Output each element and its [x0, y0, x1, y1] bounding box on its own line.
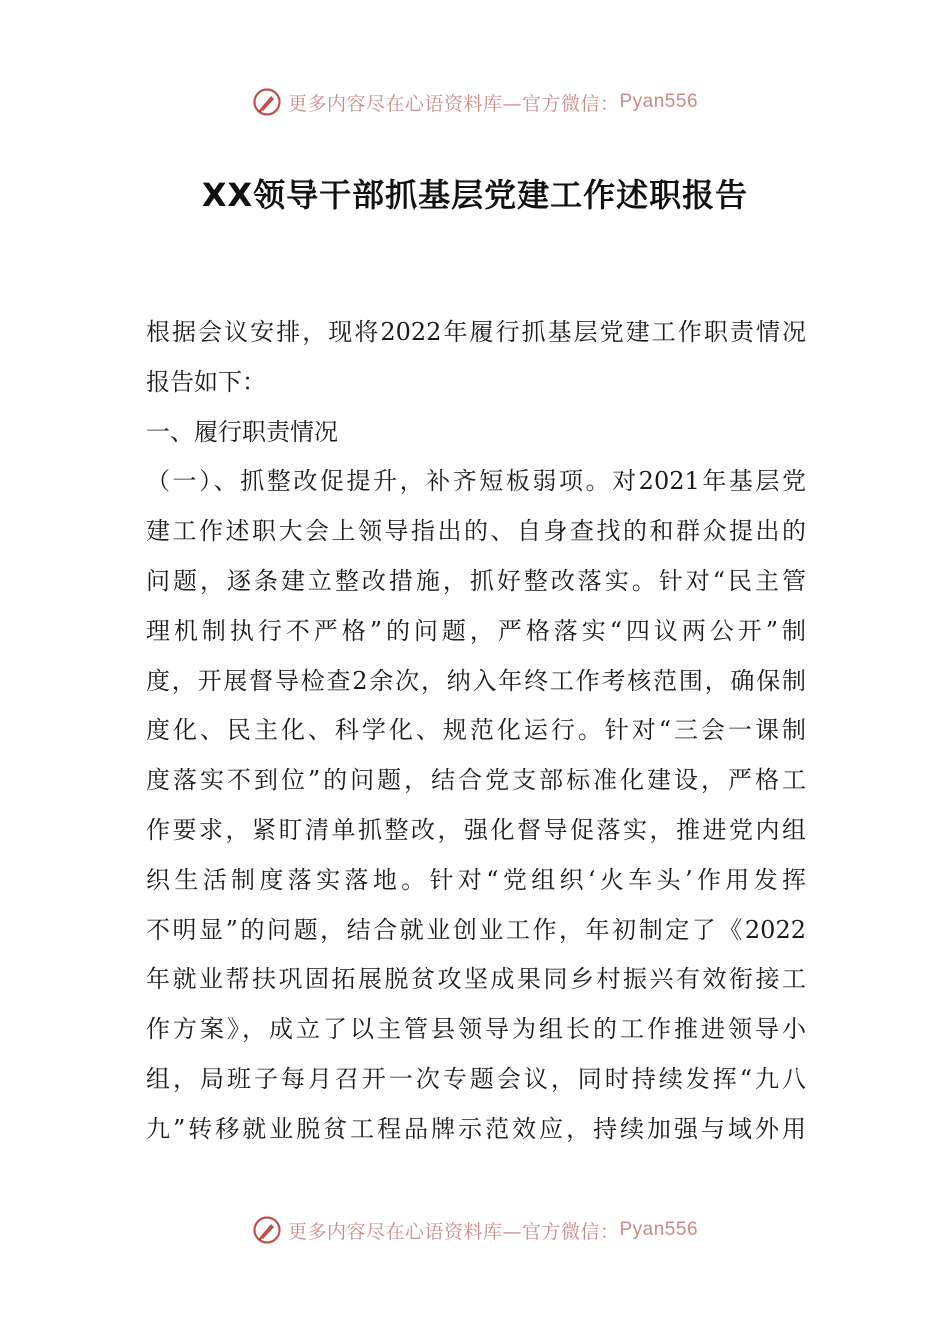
watermark-wechat-id: Pyan556 — [619, 91, 699, 112]
document-body — [146, 308, 806, 1155]
watermark-text: 更多内容尽在心语资料库—官方微信： — [287, 92, 620, 115]
body-line: 理机制执行不严格”的问题，严格落实“四议两公开”制 — [146, 616, 806, 645]
pen-logo-icon — [252, 87, 282, 117]
body-line: 根据会议安排，现将2022年履行抓基层党建工作职责情况 — [146, 318, 806, 346]
document-title: XX领导干部抓基层党建工作述职报告 — [201, 176, 749, 214]
body-line: 度，开展督导检查2余次，纳入年终工作考核范围，确保制 — [146, 666, 806, 695]
body-line: 度化、民主化、科学化、规范化运行。针对“三会一课制 — [146, 716, 806, 745]
body-line: 九”转移就业脱贫工程品牌示范效应，持续加强与域外用 — [146, 1114, 806, 1143]
body-line: 织生活制度落实落地。针对“党组织‘火车头’作用发挥 — [146, 865, 806, 894]
body-line: 报告如下： — [146, 367, 266, 396]
body-line: 作方案》，成立了以主管县领导为组长的工作推进领导小 — [146, 1015, 806, 1044]
body-line: 组，局班子每月召开一次专题会议，同时持续发挥“九八 — [146, 1064, 806, 1093]
header-watermark — [0, 84, 950, 120]
section-heading: 一、履行职责情况 — [146, 417, 338, 446]
body-line: （一）、抓整改促提升，补齐短板弱项。对2021年基层党 — [146, 467, 806, 496]
body-line: 年就业帮扶巩固拓展脱贫攻坚成果同乡村振兴有效衔接工 — [146, 965, 806, 994]
body-line: 度落实不到位”的问题，结合党支部标准化建设，严格工 — [146, 766, 806, 795]
watermark-wechat-id: Pyan556 — [619, 1219, 699, 1240]
footer-watermark — [0, 1212, 950, 1248]
body-line: 建工作述职大会上领导指出的、自身查找的和群众提出的 — [146, 517, 806, 546]
watermark-text: 更多内容尽在心语资料库—官方微信： — [287, 1220, 620, 1243]
pen-logo-icon — [252, 1215, 282, 1245]
body-line: 问题，逐条建立整改措施，抓好整改落实。针对“民主管 — [146, 566, 806, 595]
body-line: 作要求，紧盯清单抓整改，强化督导促落实，推进党内组 — [146, 815, 806, 844]
body-line: 不明显”的问题，结合就业创业工作，年初制定了《2022 — [146, 915, 806, 944]
